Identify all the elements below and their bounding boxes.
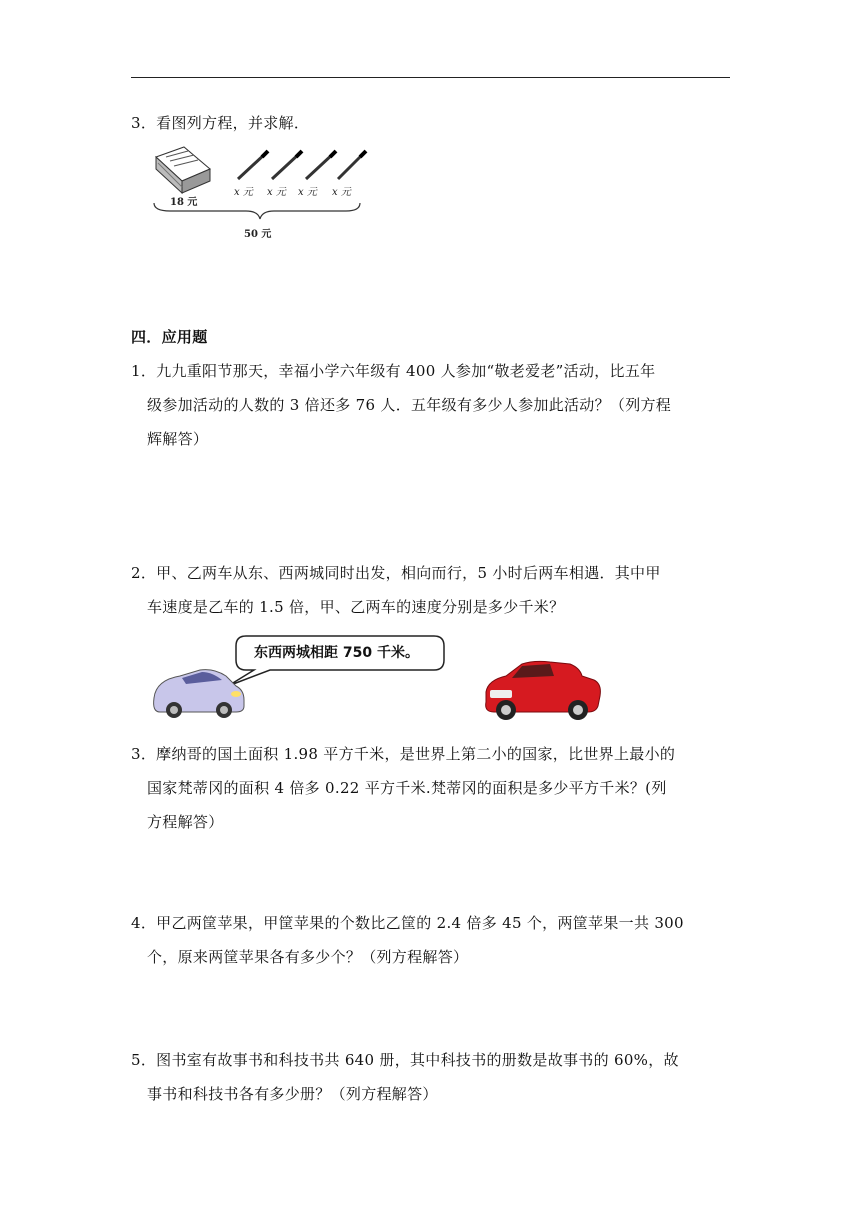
silver-car-icon [154,670,244,718]
q1-line-3: 辉解答） [147,430,209,448]
q4-line-2: 个，原来两筐苹果各有多少个？（列方程解答） [147,948,469,966]
book-price-label: 18 元 [170,197,198,208]
q4-line-1: 4．甲乙两筐苹果，甲筐苹果的个数比乙筐的 2.4 倍多 45 个，两筐苹果一共 300 [131,914,684,932]
pen-price-label: x 元 [298,187,317,198]
total-price-label: 50 元 [244,229,272,240]
cars-figure [150,632,610,727]
q1-line-1: 1．九九重阳节那天，幸福小学六年级有 400 人参加“敬老爱老”活动，比五年 [131,362,656,380]
q2-line-1: 2．甲、乙两车从东、西两城同时出发，相向而行，5 小时后两车相遇．其中甲 [131,564,661,582]
book-pens-figure [150,143,370,243]
header-rule [131,77,730,78]
q1-line-2: 级参加活动的人数的 3 倍还多 76 人．五年级有多少人参加此活动？（列方程 [147,396,672,414]
q5-line-2: 事书和科技书各有多少册？（列方程解答） [147,1085,438,1103]
bubble-text: 东西两城相距 750 千米。 [254,645,419,661]
q5-line-1: 5．图书室有故事书和科技书共 640 册，其中科技书的册数是故事书的 60%，故 [131,1051,679,1069]
section-heading: 四．应用题 [131,328,208,346]
pen-icon [238,151,268,179]
book-icon [156,147,210,193]
pen-icon [272,151,302,179]
pen-icon [306,151,336,179]
red-car-icon [486,661,601,720]
pen-icon [338,151,366,179]
q3-line-3: 方程解答） [147,813,224,831]
q3-line-1: 3．摩纳哥的国土面积 1.98 平方千米，是世界上第二小的国家，比世界上最小的 [131,745,676,763]
pen-price-label: x 元 [332,187,351,198]
q3-line-2: 国家梵蒂冈的面积 4 倍多 0.22 平方千米.梵蒂冈的面积是多少平方千米？(列 [147,779,667,797]
pen-price-label: x 元 [267,187,286,198]
pen-price-label: x 元 [234,187,253,198]
problem-3-text: 3．看图列方程，并求解． [131,114,310,132]
q2-line-2: 车速度是乙车的 1.5 倍，甲、乙两车的速度分别是多少千米？ [147,598,565,616]
